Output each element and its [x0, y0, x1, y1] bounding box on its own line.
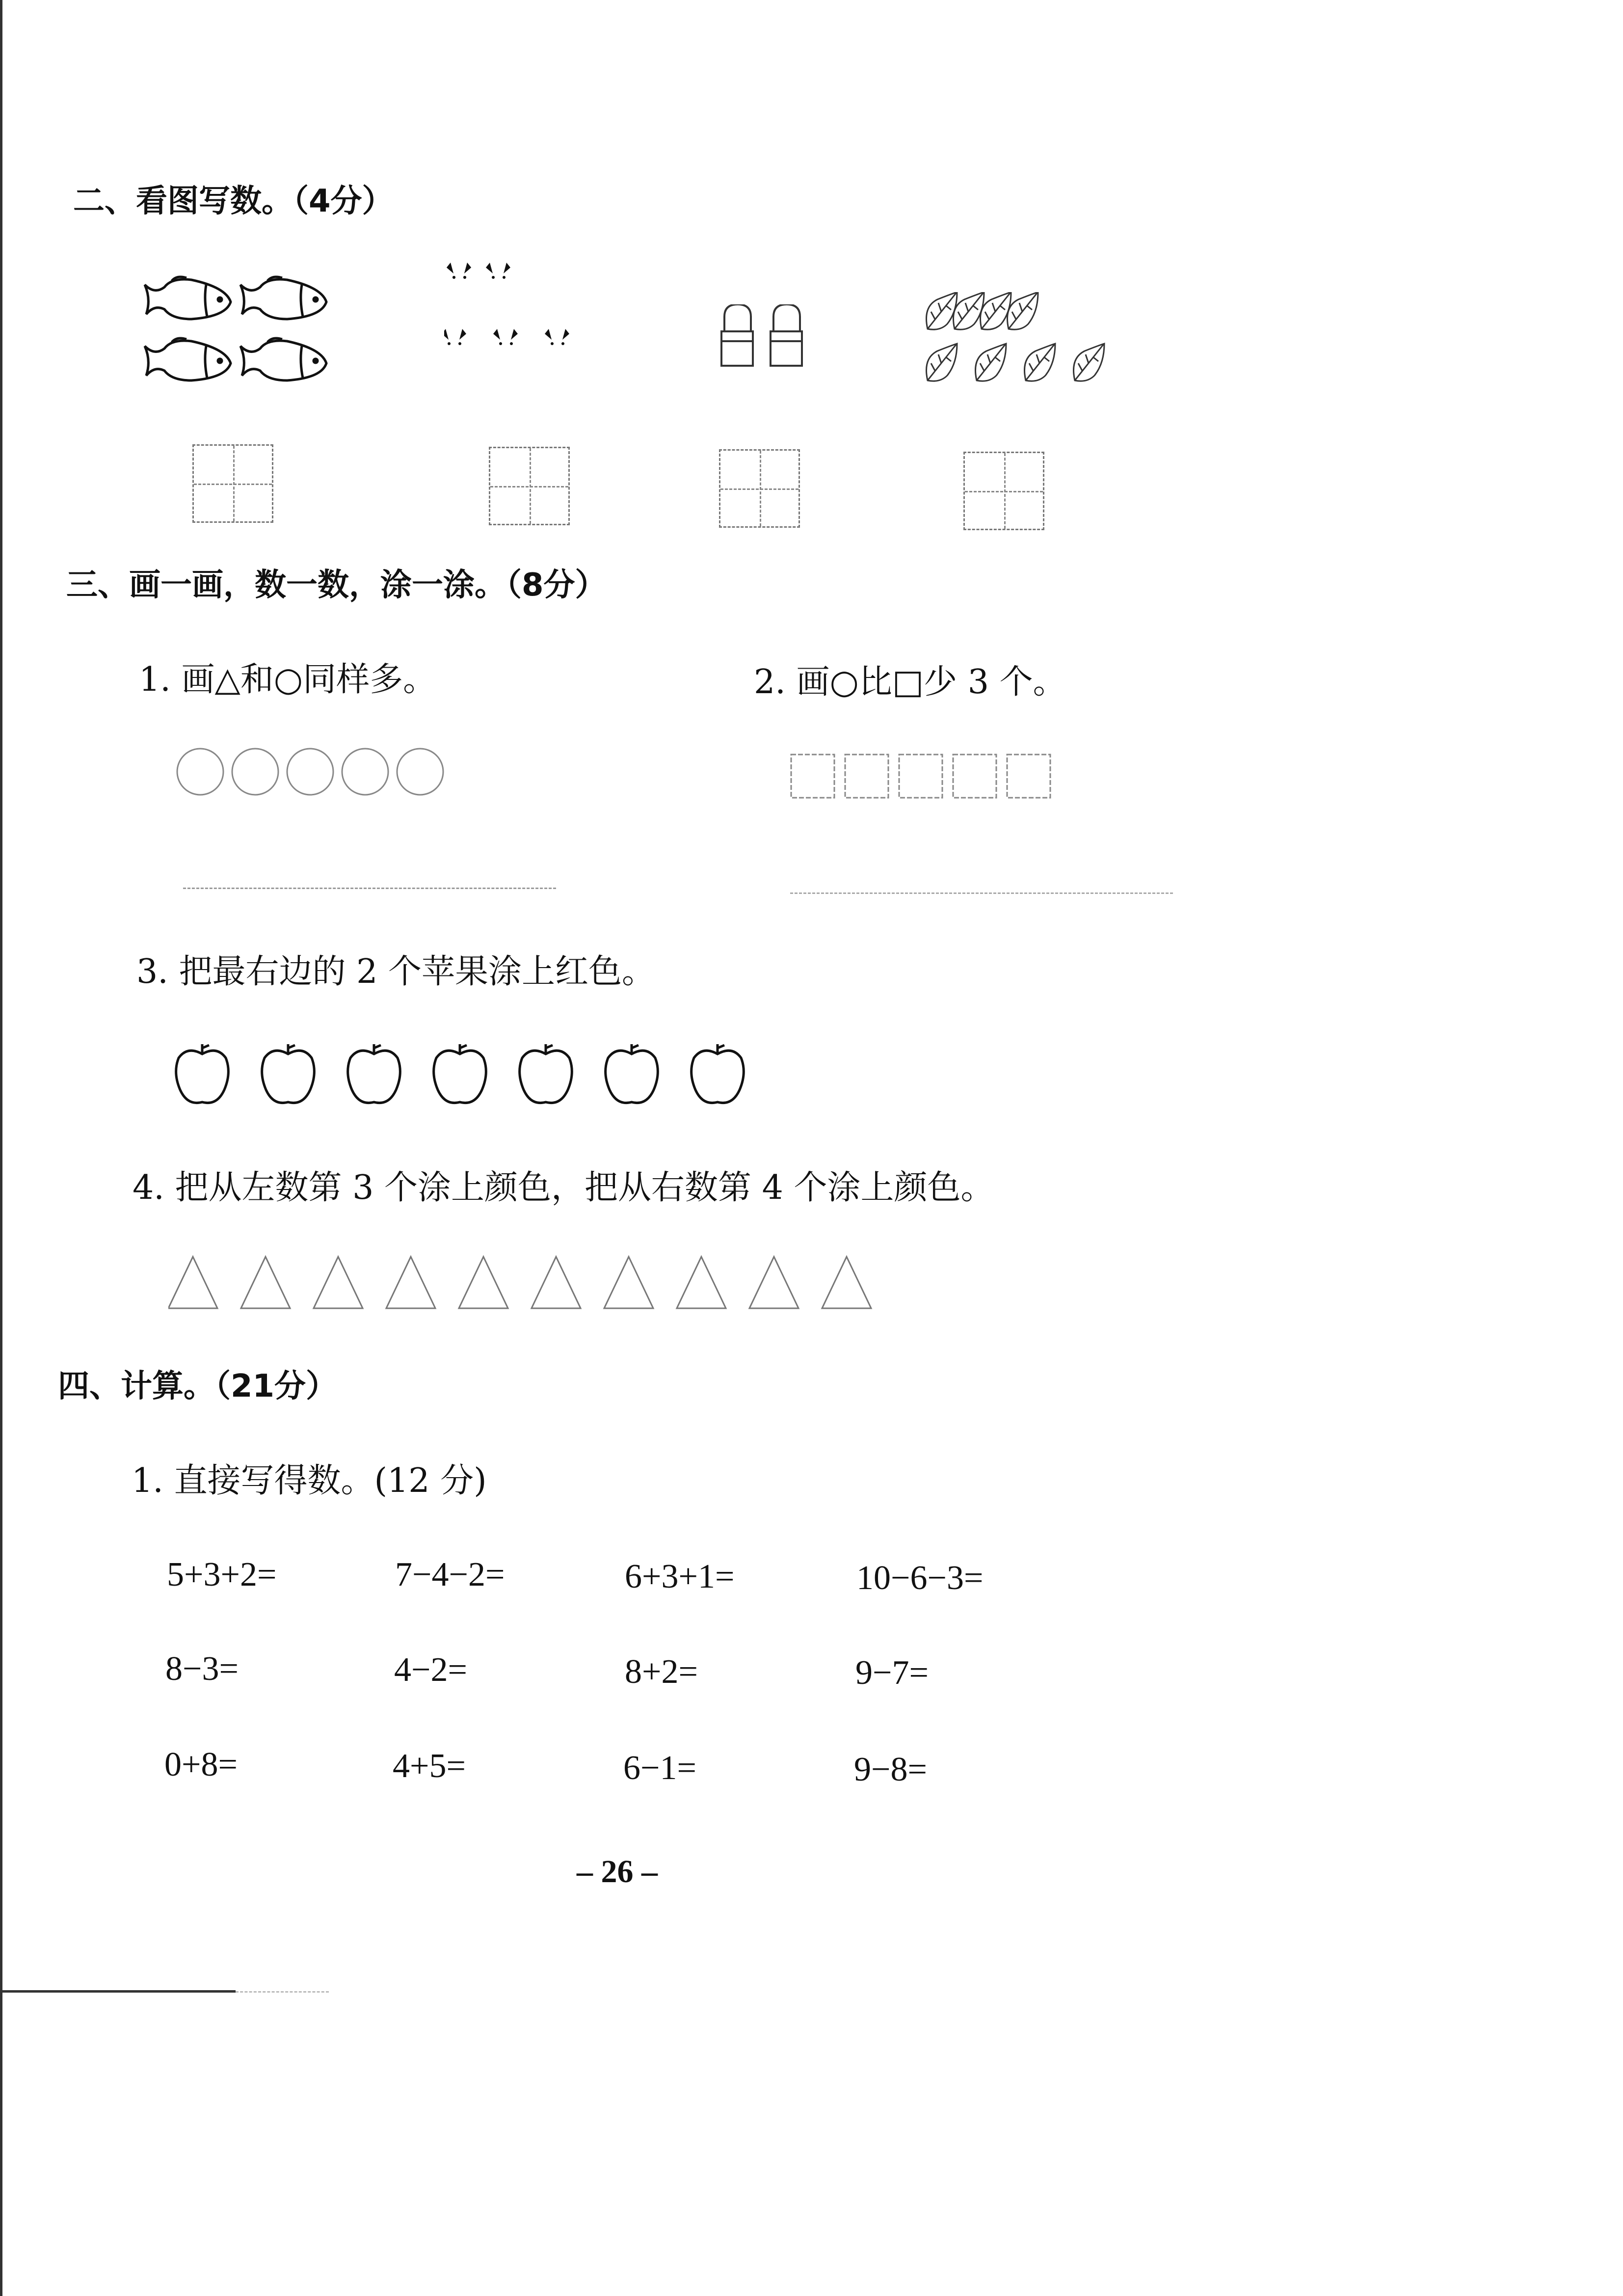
draw-line-triangles[interactable] [183, 888, 556, 889]
section-3-title: 三、画一画，数一数，涂一涂。（8分） [66, 567, 607, 603]
circle-icon [177, 749, 223, 795]
scan-edge [0, 0, 2, 2296]
equation: 0+8= [164, 1746, 238, 1783]
fish-icon [142, 275, 339, 393]
question-4-1: 1. 直接写得数。(12 分) [132, 1461, 487, 1500]
apple-row [173, 1043, 757, 1111]
triangle-row [168, 1254, 880, 1315]
section-4-title: 四、计算。（21分） [58, 1368, 338, 1405]
equation: 9−8= [854, 1751, 927, 1788]
panda-group [444, 263, 611, 397]
circle-icon [342, 749, 388, 795]
answer-box-leaf[interactable] [963, 452, 1044, 530]
square-icon [1007, 755, 1050, 798]
equation: 4+5= [393, 1747, 466, 1785]
question-3-4: 4. 把从左数第 3 个涂上颜色，把从右数第 4 个涂上颜色。 [133, 1168, 994, 1207]
question-3-3: 3. 把最右边的 2 个苹果涂上红色。 [136, 952, 655, 991]
square-icon [899, 755, 942, 798]
lock-icon [720, 304, 819, 368]
leaf-group [923, 292, 1109, 387]
answer-box-panda[interactable] [489, 447, 570, 525]
equation: 4−2= [394, 1651, 467, 1689]
draw-line-circles[interactable] [790, 892, 1173, 894]
lock-group [720, 304, 819, 370]
page-number: – 26 – [577, 1854, 658, 1890]
fish-group [142, 275, 339, 395]
circle-icon [232, 749, 278, 795]
equation: 6−1= [623, 1749, 696, 1787]
circle-icon [397, 749, 443, 795]
square-icon [845, 755, 888, 798]
equation: 8−3= [165, 1650, 239, 1688]
question-3-2: 2. 画○比□少 3 个。 [754, 663, 1066, 702]
section-2-title: 二、看图写数。（4分） [73, 183, 394, 219]
equation: 5+3+2= [167, 1556, 277, 1594]
panda-icon [444, 263, 611, 395]
equation: 6+3+1= [625, 1558, 735, 1595]
leaf-icon [923, 292, 1109, 385]
circle-row [176, 746, 455, 802]
bottom-rule [0, 1990, 236, 1993]
circle-icon [287, 749, 333, 795]
equation: 7−4−2= [395, 1556, 505, 1594]
square-icon [953, 755, 996, 798]
answer-box-fish[interactable] [192, 444, 273, 523]
bottom-rule-faded [236, 1991, 329, 1993]
answer-box-lock[interactable] [719, 449, 800, 528]
question-3-1: 1. 画△和○同样多。 [139, 660, 437, 699]
square-icon [791, 755, 834, 798]
square-row [790, 754, 1065, 805]
equation: 8+2= [625, 1653, 698, 1691]
equation: 9−7= [855, 1654, 929, 1692]
equation: 10−6−3= [856, 1559, 984, 1597]
